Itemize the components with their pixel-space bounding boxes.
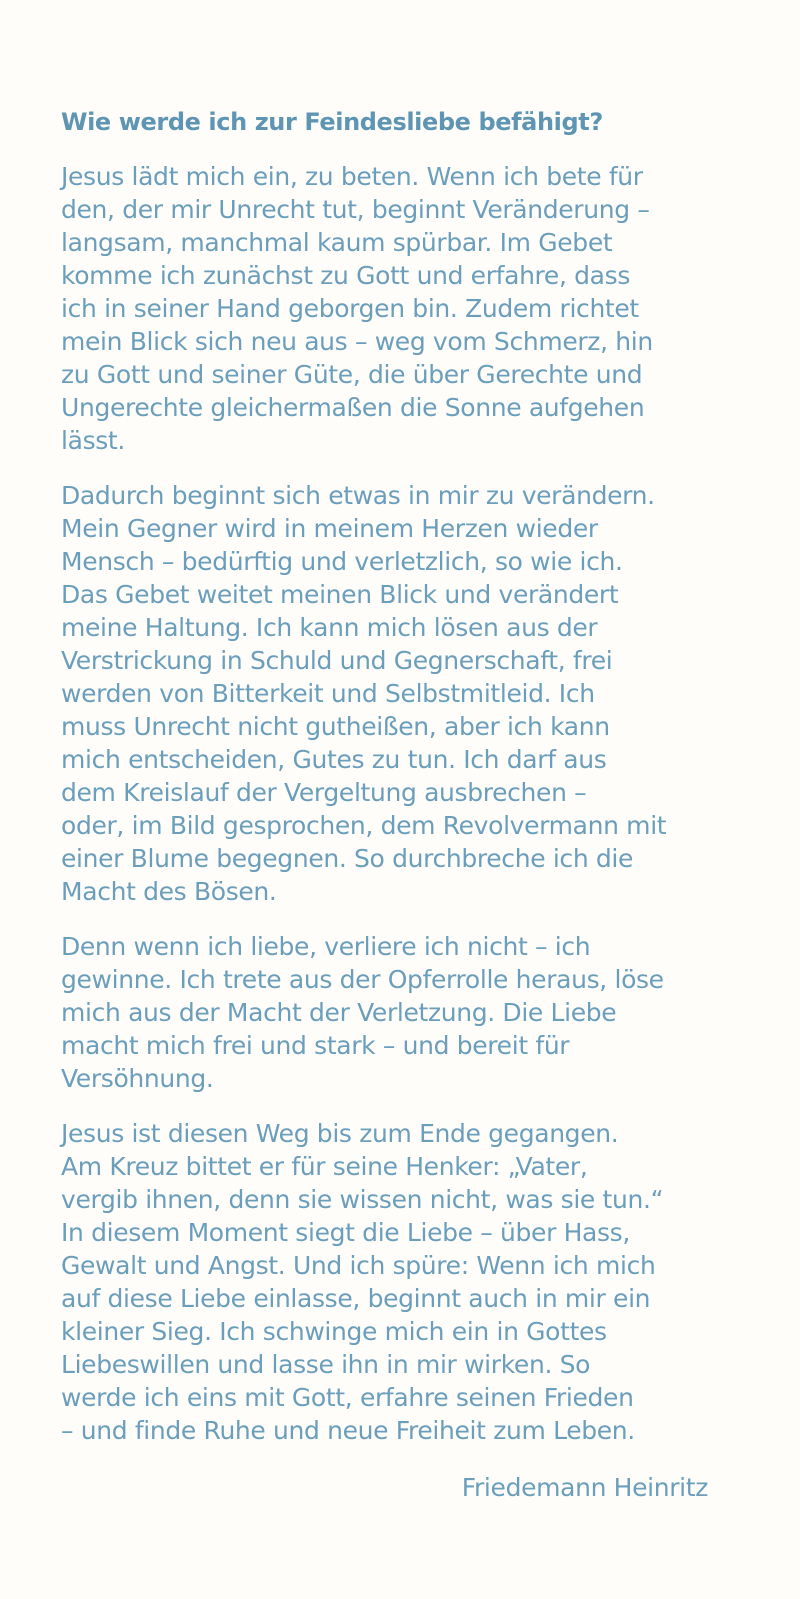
paragraph-cross: Jesus ist diesen Weg bis zum Ende gegangen. Am Kreuz bittet er für seine Henker: „Vater, vergib ihnen, denn sie wissen nicht, was sie tun.“ In diesem Moment siegt die Liebe – über Hass, Gewalt und Angst. Und ich spüre: Wenn ich mich auf diese Liebe einlasse, beginnt auch in mir ein kleiner Sieg. Ich schwinge mich ein in Gottes Liebeswillen und lasse ihn in mir wirken. So werde ich eins mit Gott, erfahre seinen Frieden – und finde Ruhe und neue Freiheit zum Leben. bbox=[61, 1119, 664, 1445]
paragraph-prayer: Jesus lädt mich ein, zu beten. Wenn ich bete für den, der mir Unrecht tut, beginnt Veränderung – langsam, manchmal kaum spürbar. Im Gebet komme ich zunächst zu Gott und erfahre, dass ich in seiner Hand geborgen bin. Zudem richtet mein Blick sich neu aus – weg vom Schmerz, hin zu Gott und seiner Güte, die über Gerechte und Ungerechte gleichermaßen die Sonne aufgehen lässt. bbox=[61, 162, 653, 455]
author-signature: Friedemann Heinritz bbox=[461, 1473, 708, 1502]
paragraph-love-wins: Denn wenn ich liebe, verliere ich nicht – ich gewinne. Ich trete aus der Opferrolle heraus, löse mich aus der Macht der Verletzung. Die Liebe macht mich frei und stark – und bereit für Versöhnung. bbox=[61, 932, 664, 1093]
paragraph-change: Dadurch beginnt sich etwas in mir zu verändern. Mein Gegner wird in meinem Herzen wieder Mensch – bedürftig und verletzlich, so wie ich. Das Gebet weitet meinen Blick und verändert meine Haltung. Ich kann mich lösen aus der Verstrickung in Schuld und Gegnerschaft, frei werden von Bitterkeit und Selbstmitleid. Ich muss Unrecht nicht gutheißen, aber ich kann mich entscheiden, Gutes zu tun. Ich darf aus dem Kreislauf der Vergeltung ausbrechen – oder, im Bild gesprochen, dem Revolvermann mit einer Blume begegnen. So durchbreche ich die Macht des Bösen. bbox=[61, 481, 667, 906]
article-heading: Wie werde ich zur Feindesliebe befähigt? bbox=[61, 108, 603, 136]
